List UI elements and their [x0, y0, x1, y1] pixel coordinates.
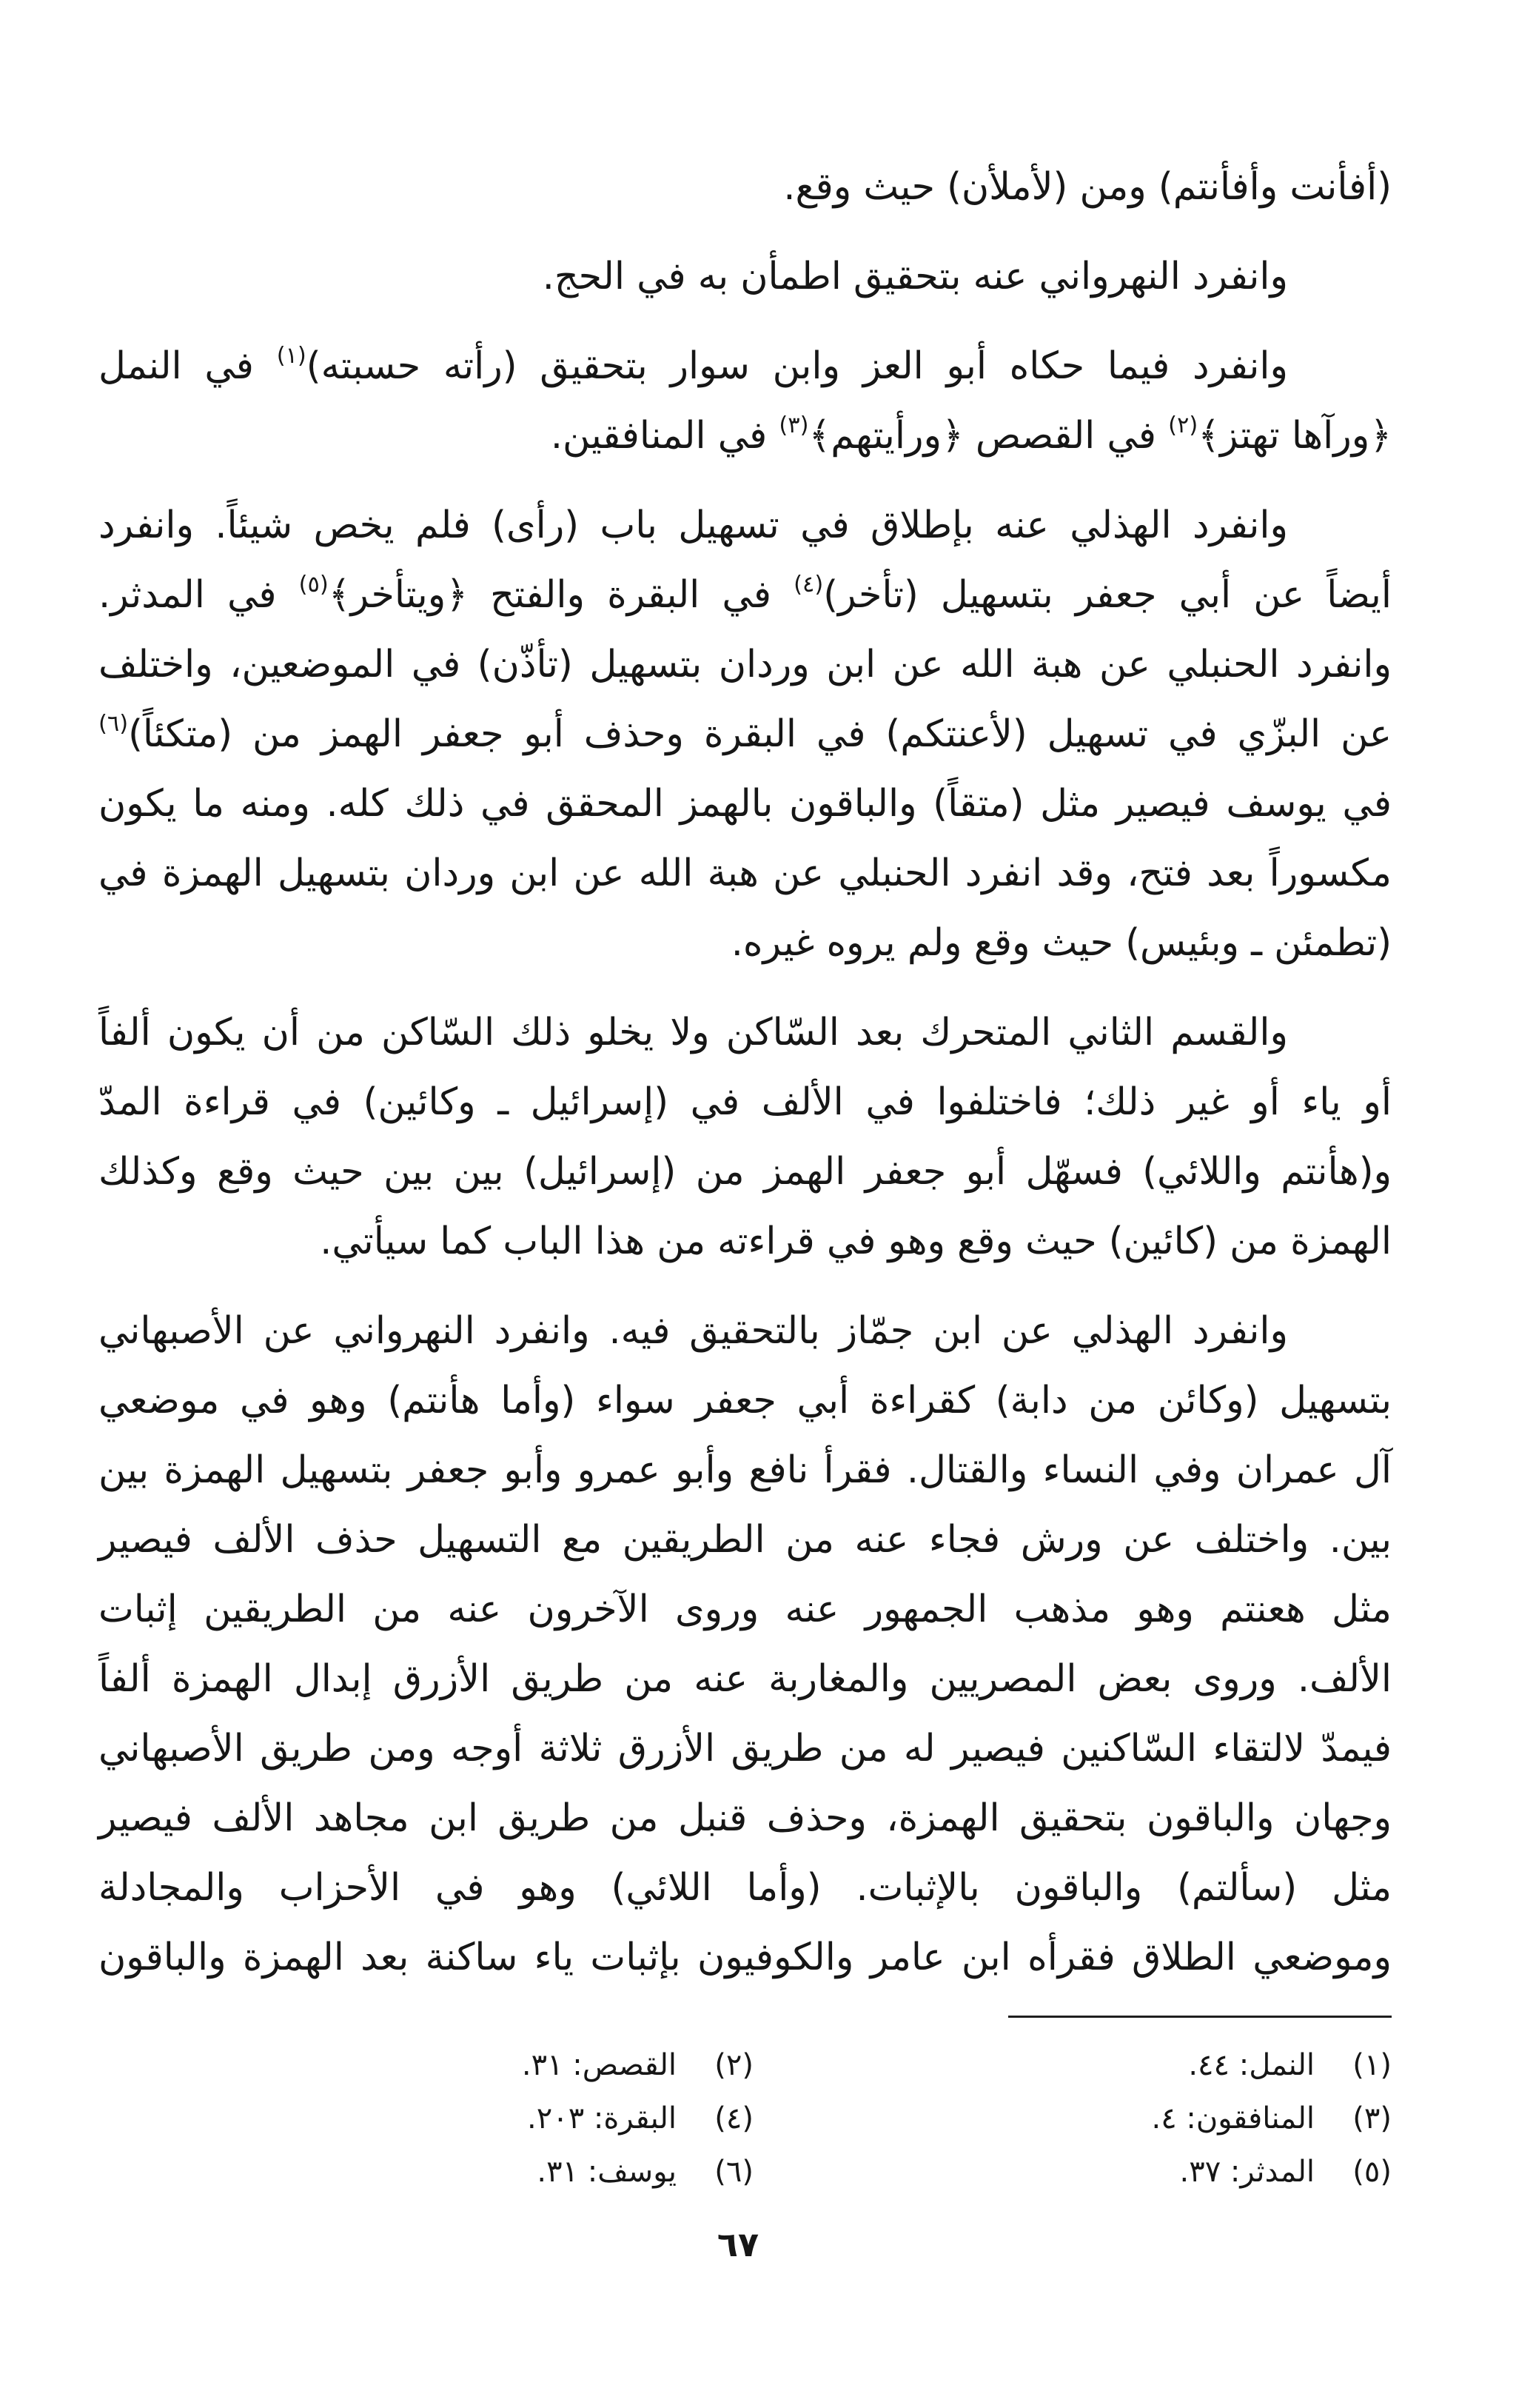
footnote-reference: (٥) — [298, 571, 329, 598]
footnote — [369, 2145, 754, 2198]
footnote-reference: (٢) — [1168, 412, 1198, 438]
footnote-separator — [1008, 2016, 1392, 2018]
text-line: مكسوراً بعد فتح، وقد انفرد الحنبلي عن هبة الله عن ابن وردان بتسهيل الهمزة في — [98, 851, 1392, 894]
footnotes-left-column — [369, 2039, 754, 2198]
text-line: أو ياء أو غير ذلك؛ فاختلفوا في الألف في (إسرائيل ـ وكائين) في قراءة المدّ — [98, 1080, 1392, 1123]
footnote — [933, 2092, 1392, 2145]
footnote-text: يوسف: ٣١. — [537, 2155, 677, 2189]
footnote-reference: (٣) — [779, 412, 809, 438]
text-line: آل عمران وفي النساء والقتال. فقرأ نافع وأبو عمرو وأبو جعفر بتسهيل الهمزة بين — [98, 1448, 1392, 1491]
footnote-marker: (٤) — [714, 2101, 754, 2136]
paragraph — [98, 152, 1392, 221]
main-text — [98, 152, 1392, 1992]
text-line: (أفأنت وأفأنتم) ومن (لأملأن) حيث وقع. — [783, 164, 1392, 208]
text-line: ﴿ورآها تهتز﴾$^{(٢)}$ في القصص ﴿ورأيتهم﴾$^{(٣)}$ في المنافقين. — [550, 412, 1392, 457]
footnote-text: القصص: ٣١. — [521, 2048, 677, 2082]
text-line: وانفرد الهذلي عن ابن جمّاز بالتحقيق فيه. وانفرد النهرواني عن الأصبهاني — [98, 1308, 1288, 1352]
text-line: الهمزة من (كائين) حيث وقع وهو في قراءته من هذا الباب كما سيأتي. — [320, 1219, 1392, 1262]
text-line: وانفرد الحنبلي عن هبة الله عن ابن وردان بتسهيل (تأذّن) في الموضعين، واختلف — [98, 642, 1392, 686]
footnote — [369, 2039, 754, 2092]
text-line: وموضعي الطلاق فقرأه ابن عامر والكوفيون بإثبات ياء ساكنة بعد الهمزة والباقون — [98, 1935, 1392, 1979]
paragraph — [98, 241, 1392, 311]
footnote — [369, 2092, 754, 2145]
footnote-marker: (٥) — [1352, 2155, 1392, 2189]
text-line: والقسم الثاني المتحرك بعد السّاكن ولا يخلو ذلك السّاكن من أن يكون ألفاً — [98, 1010, 1288, 1054]
footnote-marker: (٣) — [1352, 2101, 1392, 2136]
text-line: فيمدّ لالتقاء السّاكنين فيصير له من طريق الأزرق ثلاثة أوجه ومن طريق الأصبهاني — [98, 1726, 1392, 1770]
footnote-reference: (٤) — [794, 571, 824, 598]
text-line: (تطمئن ـ وبئيس) حيث وقع ولم يروه غيره. — [731, 920, 1392, 964]
footnotes-right-column — [933, 2039, 1392, 2198]
footnote-text: المنافقون: ٤. — [1151, 2101, 1315, 2136]
paragraph — [98, 1296, 1392, 1992]
footnote-marker: (٢) — [714, 2048, 754, 2082]
footnote — [933, 2039, 1392, 2092]
text-line: مثل (سألتم) والباقون بالإثبات. (وأما اللائي) وهو في الأحزاب والمجادلة — [98, 1865, 1392, 1909]
text-line: وانفرد النهرواني عنه بتحقيق اطمأن به في الحج. — [542, 254, 1288, 298]
text-line: في يوسف فيصير مثل (متقاً) والباقون بالهمز المحقق في ذلك كله. ومنه ما يكون — [98, 781, 1392, 825]
text-line: بين. واختلف عن ورش فجاء عنه من الطريقين مع التسهيل حذف الألف فيصير — [98, 1517, 1392, 1561]
paragraph — [98, 331, 1392, 470]
text-line: وانفرد الهذلي عنه بإطلاق في تسهيل باب (رأى) فلم يخص شيئاً. وانفرد — [98, 503, 1288, 546]
text-line: أيضاً عن أبي جعفر بتسهيل (تأخر)$^{(٤)}$ في البقرة والفتح ﴿ويتأخر﴾$^{(٥)}$ في المدثر. — [98, 571, 1392, 616]
footnote-reference: (١) — [276, 342, 306, 369]
footnote-text: المدثر: ٣٧. — [1179, 2155, 1315, 2189]
paragraph — [98, 997, 1392, 1276]
footnote-marker: (١) — [1352, 2048, 1392, 2082]
footnote-marker: (٦) — [714, 2155, 754, 2189]
footnote-text: النمل: ٤٤. — [1188, 2048, 1315, 2082]
text-line: الألف. وروى بعض المصريين والمغاربة عنه من طريق الأزرق إبدال الهمزة ألفاً — [98, 1656, 1392, 1700]
text-line: مثل هعنتم وهو مذهب الجمهور عنه وروى الآخرون عنه من الطريقين إثبات — [98, 1587, 1392, 1631]
page-number: ٦٧ — [717, 2224, 759, 2264]
paragraph — [98, 490, 1392, 977]
footnote — [933, 2145, 1392, 2198]
text-line: بتسهيل (وكائن من دابة) كقراءة أبي جعفر سواء (وأما هأنتم) وهو في موضعي — [98, 1378, 1392, 1422]
footnote-text: البقرة: ٢٠٣. — [527, 2101, 677, 2136]
text-line: عن البزّي في تسهيل (لأعنتكم) في البقرة وحذف أبو جعفر الهمز من (متكئاً)$^{(٦)}$ — [98, 710, 1392, 755]
text-line: وانفرد فيما حكاه أبو العز وابن سوار بتحقيق (رأته حسبته)$^{(١)}$ في النمل — [98, 342, 1288, 387]
text-line: و(هأنتم واللائي) فسهّل أبو جعفر الهمز من (إسرائيل) بين بين حيث وقع وكذلك — [98, 1149, 1392, 1193]
text-line: وجهان والباقون بتحقيق الهمزة، وحذف قنبل من طريق ابن مجاهد الألف فيصير — [98, 1796, 1392, 1839]
footnote-reference: (٦) — [98, 710, 129, 737]
